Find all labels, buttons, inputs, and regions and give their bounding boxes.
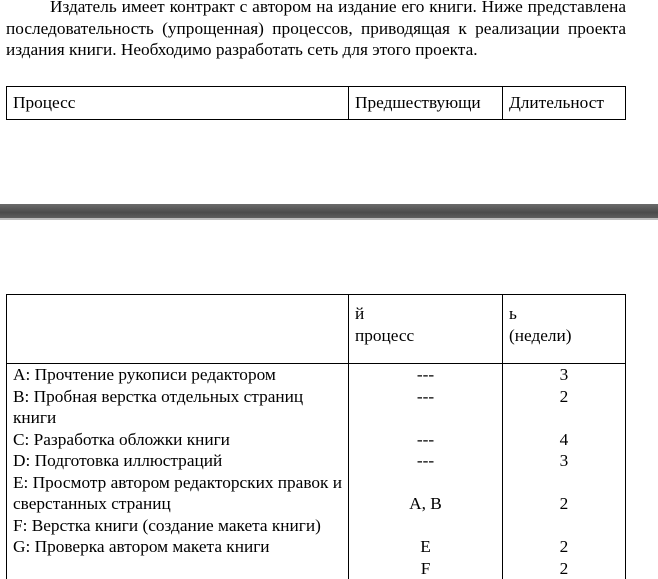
pred-e: A, B (355, 493, 496, 515)
pred-g: F (355, 558, 496, 579)
process-g: G: Проверка автором макета книги (13, 536, 342, 558)
process-c: C: Разработка обложки книги (13, 429, 342, 451)
table-body (7, 364, 626, 579)
intro-paragraph (6, 0, 626, 61)
process-f: F: Верстка книги (создание макета книги) (13, 515, 342, 537)
header-cont-pred-line2: процесс (355, 325, 496, 347)
pred-a: --- (355, 364, 496, 386)
header-cont-pred-line1: й (355, 303, 496, 325)
dur-a: 3 (509, 364, 619, 386)
pred-e-wrap (355, 472, 496, 494)
header-predecessor: Предшествующи (349, 87, 503, 120)
header-cont-dur-line2: (недели) (509, 325, 619, 347)
page-break-bar (0, 204, 658, 218)
table-header-continuation (7, 295, 626, 364)
process-table-top (6, 86, 626, 120)
pred-c: --- (355, 429, 496, 451)
dur-e: 2 (509, 493, 619, 515)
dur-f-wrap (509, 515, 619, 537)
process-table-bottom (6, 294, 626, 579)
header-cont-duration (503, 295, 626, 364)
process-d: D: Подготовка иллюстраций (13, 450, 342, 472)
header-duration: Длительност (503, 87, 626, 120)
duration-column (503, 364, 626, 579)
predecessor-column (349, 364, 503, 579)
pred-d: --- (355, 450, 496, 472)
dur-c: 4 (509, 429, 619, 451)
dur-g: 2 (509, 558, 619, 579)
process-column (7, 364, 349, 579)
page-break-shadow (0, 218, 658, 220)
pred-f-wrap (355, 515, 496, 537)
header-process: Процесс (7, 87, 349, 120)
pred-b: --- (355, 386, 496, 408)
process-a: A: Прочтение рукописи редактором (13, 364, 342, 386)
table-header-row (7, 87, 626, 120)
dur-b-wrap (509, 407, 619, 429)
dur-d: 3 (509, 450, 619, 472)
header-cont-empty (7, 295, 349, 364)
process-e: E: Просмотр автором редакторских правок и сверстанных страниц (13, 472, 342, 515)
intro-text: Издатель имеет контракт с автором на издание его книги. Ниже представлена последовательность (упрощенная) процессов, приводящая к реализации проекта издания книги. Необходимо разработать сеть для этого проекта. (6, 0, 626, 59)
dur-b: 2 (509, 386, 619, 408)
dur-e-wrap (509, 472, 619, 494)
dur-f: 2 (509, 536, 619, 558)
process-b: B: Пробная верстка отдельных страниц книги (13, 386, 342, 429)
header-cont-dur-line1: ь (509, 303, 619, 325)
pred-b-wrap (355, 407, 496, 429)
pred-f: E (355, 536, 496, 558)
header-cont-predecessor (349, 295, 503, 364)
